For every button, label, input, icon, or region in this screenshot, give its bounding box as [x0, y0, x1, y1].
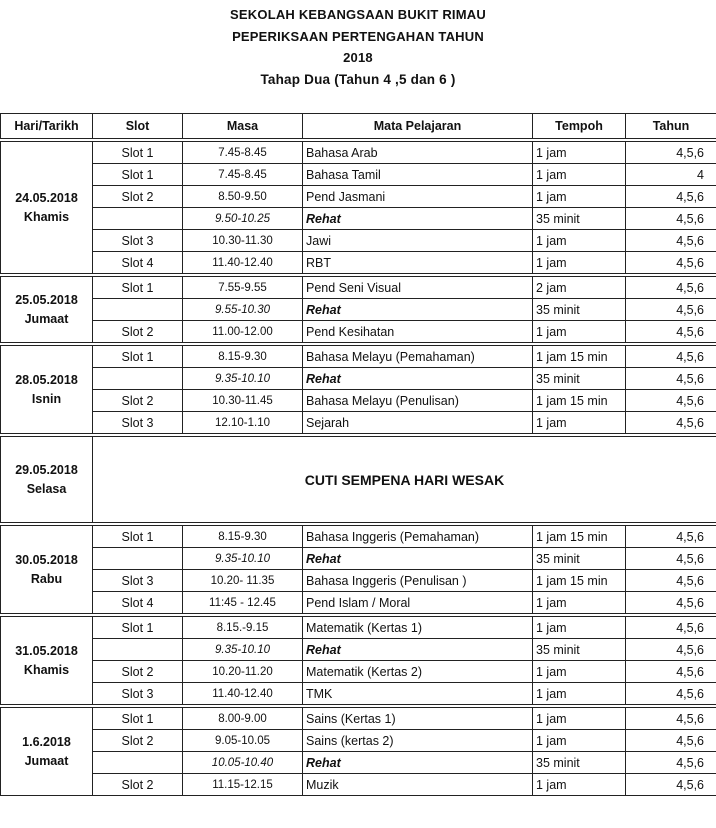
time-cell: 7.55-9.55 — [183, 275, 303, 299]
exam-row — [1, 252, 716, 276]
day-cell — [1, 706, 93, 796]
time-cell: 8.15-9.30 — [183, 344, 303, 368]
holiday-row — [1, 435, 716, 524]
slot-cell: Slot 2 — [93, 661, 183, 683]
subject-cell: Matematik (Kertas 2) — [303, 661, 533, 683]
slot-cell — [93, 639, 183, 661]
exam-row — [1, 321, 716, 345]
exam-row — [1, 140, 716, 164]
slot-cell — [93, 548, 183, 570]
duration-cell: 1 jam — [533, 683, 626, 707]
header-tempoh: Tempoh — [533, 114, 626, 141]
subject-cell: Pend Kesihatan — [303, 321, 533, 345]
duration-cell: 1 jam 15 min — [533, 570, 626, 592]
break-row — [1, 752, 716, 774]
year-cell: 4,5,6 — [626, 140, 716, 164]
year-cell: 4,5,6 — [626, 412, 716, 436]
duration-cell: 1 jam 15 min — [533, 524, 626, 548]
duration-cell: 1 jam — [533, 661, 626, 683]
exam-row — [1, 275, 716, 299]
duration-cell: 1 jam — [533, 730, 626, 752]
year-cell: 4,5,6 — [626, 661, 716, 683]
time-cell: 8.15-9.30 — [183, 524, 303, 548]
day-date: 25.05.2018 — [15, 292, 78, 307]
slot-cell — [93, 368, 183, 390]
day-cell — [1, 435, 93, 524]
day-date: 24.05.2018 — [15, 190, 78, 205]
subject-cell: Pend Jasmani — [303, 186, 533, 208]
slot-cell: Slot 3 — [93, 412, 183, 436]
duration-cell: 1 jam — [533, 321, 626, 345]
school-name: SEKOLAH KEBANGSAAN BUKIT RIMAU — [230, 7, 486, 22]
subject-cell: Rehat — [303, 639, 533, 661]
year-cell: 4,5,6 — [626, 752, 716, 774]
time-cell: 11.40-12.40 — [183, 683, 303, 707]
year-cell: 4,5,6 — [626, 368, 716, 390]
time-cell: 7.45-8.45 — [183, 164, 303, 186]
day-cell — [1, 524, 93, 615]
time-cell: 11.15-12.15 — [183, 774, 303, 796]
duration-cell: 1 jam — [533, 230, 626, 252]
year-cell: 4,5,6 — [626, 321, 716, 345]
time-cell: 7.45-8.45 — [183, 140, 303, 164]
time-cell: 10.20-11.20 — [183, 661, 303, 683]
slot-cell: Slot 1 — [93, 164, 183, 186]
slot-cell: Slot 2 — [93, 186, 183, 208]
year-cell: 4,5,6 — [626, 570, 716, 592]
year-cell: 4,5,6 — [626, 208, 716, 230]
time-cell: 10.05-10.40 — [183, 752, 303, 774]
day-cell — [1, 140, 93, 275]
exam-schedule-table — [0, 113, 716, 796]
year-cell: 4,5,6 — [626, 252, 716, 276]
holiday-label: CUTI SEMPENA HARI WESAK — [93, 435, 716, 524]
day-name: Rabu — [30, 571, 63, 586]
subject-cell: Bahasa Inggeris (Penulisan ) — [303, 570, 533, 592]
time-cell: 10.20- 11.35 — [183, 570, 303, 592]
slot-cell: Slot 1 — [93, 615, 183, 639]
subject-cell: Muzik — [303, 774, 533, 796]
subject-cell: TMK — [303, 683, 533, 707]
slot-cell — [93, 299, 183, 321]
duration-cell: 1 jam — [533, 164, 626, 186]
time-cell: 9.35-10.10 — [183, 548, 303, 570]
exam-row — [1, 774, 716, 796]
slot-cell: Slot 3 — [93, 683, 183, 707]
subject-cell: Sains (Kertas 1) — [303, 706, 533, 730]
exam-row — [1, 164, 716, 186]
exam-row — [1, 706, 716, 730]
time-cell: 8.50-9.50 — [183, 186, 303, 208]
time-cell: 10.30-11.45 — [183, 390, 303, 412]
year-cell: 4,5,6 — [626, 615, 716, 639]
day-name: Isnin — [31, 391, 62, 406]
slot-cell: Slot 3 — [93, 230, 183, 252]
duration-cell: 35 minit — [533, 368, 626, 390]
day-cell — [1, 615, 93, 706]
exam-row — [1, 186, 716, 208]
time-cell: 12.10-1.10 — [183, 412, 303, 436]
exam-row — [1, 592, 716, 616]
duration-cell: 1 jam — [533, 592, 626, 616]
exam-row — [1, 683, 716, 707]
header-slot: Slot — [93, 114, 183, 141]
subject-cell: Rehat — [303, 368, 533, 390]
exam-row — [1, 615, 716, 639]
break-row — [1, 639, 716, 661]
slot-cell: Slot 1 — [93, 706, 183, 730]
subject-cell: Pend Seni Visual — [303, 275, 533, 299]
day-date: 30.05.2018 — [15, 552, 78, 567]
year-cell: 4,5,6 — [626, 299, 716, 321]
subject-cell: Matematik (Kertas 1) — [303, 615, 533, 639]
year-cell: 4,5,6 — [626, 730, 716, 752]
year-cell: 4,5,6 — [626, 275, 716, 299]
time-cell: 9.55-10.30 — [183, 299, 303, 321]
slot-cell: Slot 4 — [93, 592, 183, 616]
slot-cell: Slot 2 — [93, 390, 183, 412]
exam-row — [1, 390, 716, 412]
subject-cell: Bahasa Arab — [303, 140, 533, 164]
time-cell: 8.00-9.00 — [183, 706, 303, 730]
time-cell: 9.50-10.25 — [183, 208, 303, 230]
subject-cell: Sains (kertas 2) — [303, 730, 533, 752]
slot-cell: Slot 1 — [93, 140, 183, 164]
day-name: Khamis — [23, 209, 70, 224]
header-mata-pelajaran: Mata Pelajaran — [303, 114, 533, 141]
subject-cell: Bahasa Melayu (Penulisan) — [303, 390, 533, 412]
slot-cell — [93, 208, 183, 230]
slot-cell: Slot 1 — [93, 524, 183, 548]
duration-cell: 1 jam — [533, 186, 626, 208]
break-row — [1, 548, 716, 570]
slot-cell — [93, 752, 183, 774]
duration-cell: 35 minit — [533, 639, 626, 661]
break-row — [1, 299, 716, 321]
duration-cell: 1 jam 15 min — [533, 390, 626, 412]
duration-cell: 1 jam 15 min — [533, 344, 626, 368]
duration-cell: 2 jam — [533, 275, 626, 299]
day-date: 31.05.2018 — [15, 643, 78, 658]
slot-cell: Slot 3 — [93, 570, 183, 592]
duration-cell: 35 minit — [533, 208, 626, 230]
duration-cell: 1 jam — [533, 615, 626, 639]
slot-cell: Slot 4 — [93, 252, 183, 276]
slot-cell: Slot 2 — [93, 321, 183, 345]
duration-cell: 1 jam — [533, 140, 626, 164]
subject-cell: Pend Islam / Moral — [303, 592, 533, 616]
time-cell: 9.05-10.05 — [183, 730, 303, 752]
subject-cell: Rehat — [303, 752, 533, 774]
exam-year: 2018 — [343, 50, 373, 65]
subject-cell: Rehat — [303, 208, 533, 230]
year-cell: 4,5,6 — [626, 774, 716, 796]
duration-cell: 1 jam — [533, 252, 626, 276]
time-cell: 11.00-12.00 — [183, 321, 303, 345]
subject-cell: Bahasa Inggeris (Pemahaman) — [303, 524, 533, 548]
duration-cell: 1 jam — [533, 774, 626, 796]
year-cell: 4,5,6 — [626, 639, 716, 661]
table-header-row — [1, 114, 716, 141]
time-cell: 9.35-10.10 — [183, 639, 303, 661]
time-cell: 9.35-10.10 — [183, 368, 303, 390]
break-row — [1, 368, 716, 390]
year-cell: 4,5,6 — [626, 592, 716, 616]
header-hari-tarikh: Hari/Tarikh — [1, 114, 93, 141]
day-name: Jumaat — [24, 753, 69, 768]
document-title — [0, 4, 716, 90]
time-cell: 10.30-11.30 — [183, 230, 303, 252]
day-name: Khamis — [23, 662, 70, 677]
time-cell: 11:45 - 12.45 — [183, 592, 303, 616]
slot-cell: Slot 1 — [93, 344, 183, 368]
day-cell — [1, 344, 93, 435]
duration-cell: 1 jam — [533, 412, 626, 436]
time-cell: 8.15.-9.15 — [183, 615, 303, 639]
header-masa: Masa — [183, 114, 303, 141]
day-name: Selasa — [26, 481, 67, 496]
exam-row — [1, 570, 716, 592]
slot-cell: Slot 2 — [93, 774, 183, 796]
year-cell: 4 — [626, 164, 716, 186]
duration-cell: 1 jam — [533, 706, 626, 730]
duration-cell: 35 minit — [533, 752, 626, 774]
subject-cell: RBT — [303, 252, 533, 276]
year-cell: 4,5,6 — [626, 524, 716, 548]
year-cell: 4,5,6 — [626, 390, 716, 412]
year-cell: 4,5,6 — [626, 344, 716, 368]
subject-cell: Bahasa Tamil — [303, 164, 533, 186]
exam-row — [1, 661, 716, 683]
subject-cell: Sejarah — [303, 412, 533, 436]
exam-row — [1, 230, 716, 252]
duration-cell: 35 minit — [533, 548, 626, 570]
break-row — [1, 208, 716, 230]
year-cell: 4,5,6 — [626, 683, 716, 707]
exam-row — [1, 524, 716, 548]
subject-cell: Rehat — [303, 548, 533, 570]
day-cell — [1, 275, 93, 344]
slot-cell: Slot 2 — [93, 730, 183, 752]
subject-cell: Rehat — [303, 299, 533, 321]
duration-cell: 35 minit — [533, 299, 626, 321]
exam-name: PEPERIKSAAN PERTENGAHAN TAHUN — [232, 28, 484, 44]
header-tahun: Tahun — [626, 114, 716, 141]
day-name: Jumaat — [24, 311, 69, 326]
year-cell: 4,5,6 — [626, 230, 716, 252]
year-cell: 4,5,6 — [626, 706, 716, 730]
slot-cell: Slot 1 — [93, 275, 183, 299]
exam-row — [1, 344, 716, 368]
year-cell: 4,5,6 — [626, 186, 716, 208]
subject-cell: Jawi — [303, 230, 533, 252]
day-date: 1.6.2018 — [22, 734, 71, 749]
year-cell: 4,5,6 — [626, 548, 716, 570]
time-cell: 11.40-12.40 — [183, 252, 303, 276]
level-name: Tahap Dua (Tahun 4 ,5 dan 6 ) — [260, 71, 456, 87]
exam-row — [1, 412, 716, 436]
day-date: 28.05.2018 — [15, 372, 78, 387]
subject-cell: Bahasa Melayu (Pemahaman) — [303, 344, 533, 368]
day-date: 29.05.2018 — [15, 462, 78, 477]
exam-row — [1, 730, 716, 752]
